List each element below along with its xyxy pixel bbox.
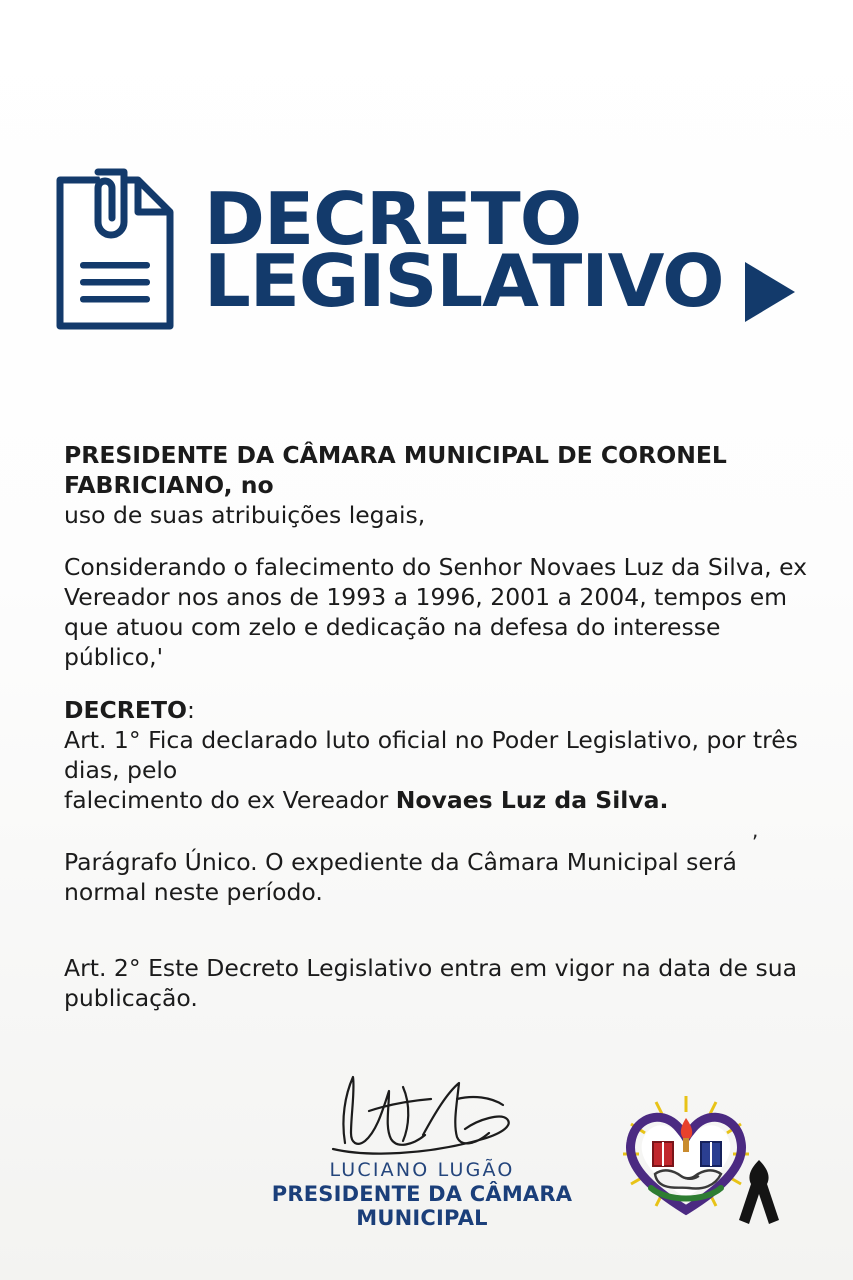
paragraph-considerando: [64, 552, 824, 672]
document-footer: [0, 1052, 853, 1252]
decreto-label-colon: :: [186, 695, 195, 724]
considerando-text: Considerando o falecimento do Senhor Novaes Luz da Silva, ex Vereador nos anos de 1993 a 1996, 2001 a 2004, tempos em que atuou com zelo e dedicação na defesa do interesse público,: [64, 553, 808, 672]
logo-wordmark: [203, 176, 724, 323]
signer-role: PRESIDENTE DA CÂMARA MUNICIPAL: [271, 1182, 573, 1230]
stray-comma-mark: ,: [752, 818, 759, 842]
stray-apostrophe: ': [156, 643, 164, 672]
president-title-bold: PRESIDENTE DA CÂMARA MUNICIPAL DE CORONEL FABRICIANO, no: [64, 441, 727, 500]
president-attributions-text: uso de suas atribuições legais,: [64, 501, 426, 530]
play-arrow-icon: [739, 256, 801, 328]
paragraph-art1-continued: [64, 785, 824, 815]
handwritten-signature: [307, 1065, 537, 1157]
signature-block: [232, 1065, 612, 1230]
paragrafo-unico-text: Parágrafo Único. O expediente da Câmara Municipal será normal neste período.: [64, 847, 737, 906]
paragraph-paragrafo-unico: [64, 847, 824, 907]
paragraph-art2: [64, 953, 824, 1013]
decree-body-text: [64, 440, 824, 1035]
document-clipboard-icon: [52, 166, 178, 334]
paragraph-decreto-label: [64, 695, 824, 725]
paragraph-art1: [64, 725, 824, 785]
logo-title-line1: DECRETO: [203, 176, 581, 261]
paragraph-president-heading: [64, 440, 824, 500]
spacer-2: [64, 929, 824, 953]
decreto-label-bold: DECRETO: [64, 695, 187, 724]
document-header: [0, 150, 853, 350]
art1-continued-prefix: falecimento do ex Vereador: [64, 785, 396, 814]
decreto-legislativo-logo: [52, 166, 801, 334]
deceased-name-bold: Novaes Luz da Silva.: [395, 785, 669, 814]
paragraph-president-attributions: [64, 500, 824, 530]
art1-text: Art. 1° Fica declarado luto oficial no Poder Legislativo, por três dias, pelo: [64, 725, 798, 784]
black-mourning-ribbon-icon: [729, 1150, 789, 1230]
signer-name: LUCIANO LUGÃO: [329, 1159, 515, 1181]
spacer-1: [64, 837, 824, 847]
art2-text: Art. 2° Este Decreto Legislativo entra em vigor na data de sua publicação.: [64, 954, 798, 1013]
logo-title-line2: LEGISLATIVO: [203, 239, 724, 323]
